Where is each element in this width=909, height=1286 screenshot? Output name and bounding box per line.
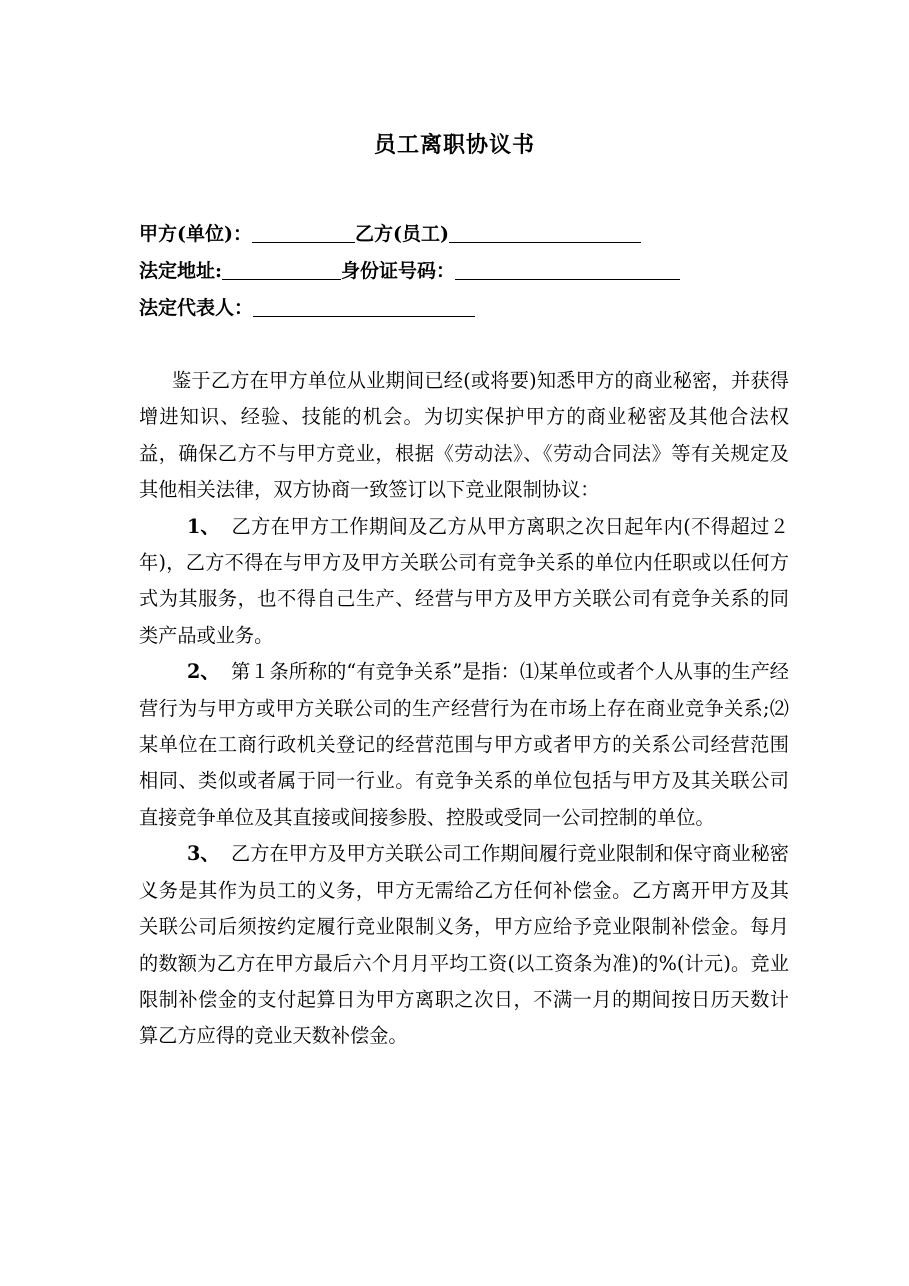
legal-rep-row bbox=[139, 294, 475, 322]
party-b-blank bbox=[449, 220, 641, 243]
clause-1-number: 1、 bbox=[187, 514, 220, 538]
clause-2-number: 2、 bbox=[187, 660, 220, 684]
clause-1 bbox=[139, 509, 789, 655]
clause-3-text: 乙方在甲方及甲方关联公司工作期间履行竞业限制和保守商业秘密义务是其作为员工的义务，甲方无需给乙方任何补偿金。乙方离开甲方及其关联公司后须按约定履行竞业限制义务，甲方应给予竞业限制补偿金。每月的数额为乙方在甲方最后六个月月平均工资(以工资条为准)的%(计元)。竞业限制补偿金的支付起算日为甲方离职之次日，不满一月的期间按日历天数计算乙方应得的竞业天数补偿金。 bbox=[139, 842, 789, 1048]
clause-2-text: 第１条所称的“有竞争关系”是指：⑴某单位或者个人从事的生产经营行为与甲方或甲方关联公司的生产经营行为在市场上存在商业竞争关系;⑵某单位在工商行政机关登记的经营范围与甲方或者甲方的关系公司经营范围相同、类似或者属于同一行业。有竞争关系的单位包括与甲方及其关联公司直接竞争单位及其直接或间接参股、控股或受同一公司控制的单位。 bbox=[139, 660, 789, 829]
party-row bbox=[139, 220, 641, 248]
clause-2 bbox=[139, 654, 789, 836]
document-title: 员工离职协议书 bbox=[373, 132, 535, 158]
id-number-label: 身份证号码： bbox=[341, 260, 456, 282]
clause-3 bbox=[139, 836, 789, 1054]
legal-rep-blank bbox=[253, 294, 475, 317]
clause-1-text: 乙方在甲方工作期间及乙方从甲方离职之次日起年内(不得超过２年)，乙方不得在与甲方及甲方关联公司有竞争关系的单位内任职或以任何方式为其服务，也不得自己生产、经营与甲方及甲方关联公司有竞争关系的同类产品或业务。 bbox=[139, 514, 789, 647]
party-a-blank bbox=[252, 220, 355, 243]
id-number-blank-extension bbox=[646, 257, 680, 280]
intro-paragraph: 鉴于乙方在甲方单位从业期间已经(或将要)知悉甲方的商业秘密，并获得增进知识、经验、技能的机会。为切实保护甲方的商业秘密及其他合法权益，确保乙方不与甲方竞业，根据《劳动法》、《劳动合同法》等有关规定及其他相关法律，双方协商一致签订以下竞业限制协议： bbox=[139, 369, 789, 502]
address-blank bbox=[222, 257, 341, 280]
clause-3-number: 3、 bbox=[187, 842, 220, 866]
agreement-body bbox=[139, 363, 789, 1055]
party-a-label: 甲方(单位)： bbox=[139, 223, 252, 245]
address-row bbox=[139, 257, 680, 285]
legal-rep-label: 法定代表人： bbox=[139, 297, 254, 319]
address-label: 法定地址: bbox=[139, 260, 223, 282]
party-b-label: 乙方(员工) bbox=[354, 223, 449, 245]
id-number-blank bbox=[455, 257, 646, 280]
